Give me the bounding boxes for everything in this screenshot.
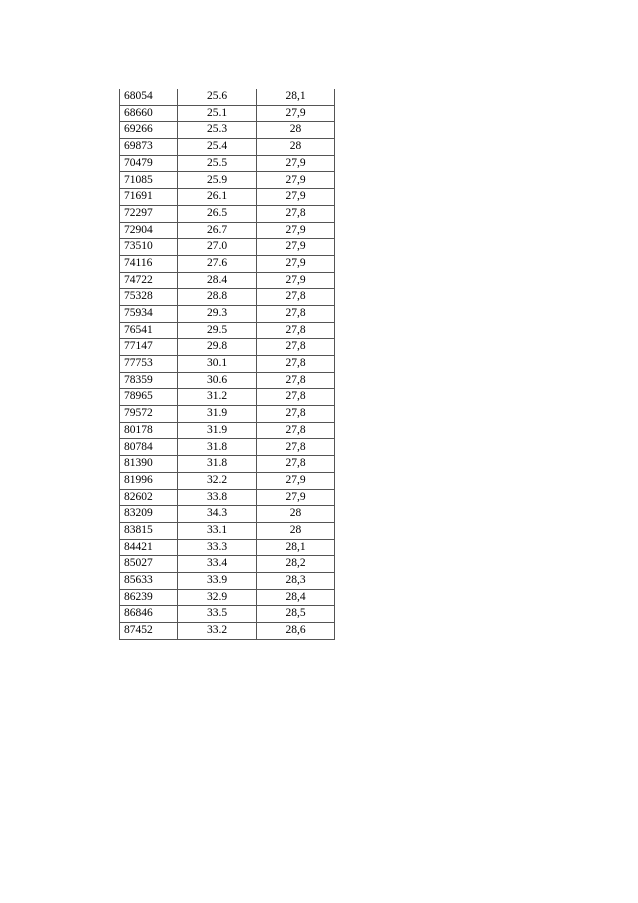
cell-value-a: 29.5 [178, 322, 257, 339]
cell-id: 77753 [120, 356, 178, 373]
cell-value-b: 27,8 [257, 305, 335, 322]
cell-value-a: 31.8 [178, 439, 257, 456]
cell-value-a: 31.9 [178, 406, 257, 423]
cell-value-b: 27,9 [257, 472, 335, 489]
cell-value-a: 25.3 [178, 122, 257, 139]
table-row [120, 289, 335, 306]
table-row [120, 556, 335, 573]
table-row [120, 439, 335, 456]
cell-value-b: 27,8 [257, 356, 335, 373]
cell-id: 69266 [120, 122, 178, 139]
cell-value-b: 28,1 [257, 539, 335, 556]
table-row [120, 255, 335, 272]
cell-value-b: 28,3 [257, 572, 335, 589]
table-row [120, 339, 335, 356]
cell-value-a: 33.3 [178, 539, 257, 556]
cell-value-a: 32.9 [178, 589, 257, 606]
cell-value-b: 27,8 [257, 422, 335, 439]
cell-value-a: 33.2 [178, 623, 257, 640]
cell-value-a: 31.2 [178, 389, 257, 406]
cell-value-a: 33.1 [178, 522, 257, 539]
cell-id: 71085 [120, 172, 178, 189]
table-row [120, 105, 335, 122]
cell-value-b: 27,8 [257, 339, 335, 356]
table-row [120, 139, 335, 156]
cell-id: 75328 [120, 289, 178, 306]
cell-value-b: 27,8 [257, 322, 335, 339]
table-row [120, 356, 335, 373]
table-row [120, 372, 335, 389]
table-row [120, 272, 335, 289]
cell-value-a: 27.0 [178, 239, 257, 256]
cell-value-b: 27,8 [257, 456, 335, 473]
table-row [120, 589, 335, 606]
cell-value-b: 28 [257, 139, 335, 156]
cell-value-a: 26.7 [178, 222, 257, 239]
cell-value-a: 29.3 [178, 305, 257, 322]
table-row [120, 122, 335, 139]
cell-id: 86239 [120, 589, 178, 606]
cell-value-b: 28 [257, 122, 335, 139]
cell-id: 78359 [120, 372, 178, 389]
table-row [120, 189, 335, 206]
cell-value-a: 25.5 [178, 155, 257, 172]
cell-id: 79572 [120, 406, 178, 423]
cell-id: 82602 [120, 489, 178, 506]
cell-value-a: 33.5 [178, 606, 257, 623]
cell-id: 71691 [120, 189, 178, 206]
cell-id: 75934 [120, 305, 178, 322]
cell-id: 76541 [120, 322, 178, 339]
table-row [120, 522, 335, 539]
data-table [119, 89, 335, 640]
cell-value-a: 25.6 [178, 89, 257, 105]
cell-id: 74722 [120, 272, 178, 289]
table-row [120, 389, 335, 406]
cell-value-a: 30.6 [178, 372, 257, 389]
cell-value-a: 33.4 [178, 556, 257, 573]
cell-value-a: 26.5 [178, 205, 257, 222]
cell-id: 70479 [120, 155, 178, 172]
cell-id: 68660 [120, 105, 178, 122]
cell-value-a: 33.8 [178, 489, 257, 506]
table-row [120, 539, 335, 556]
cell-id: 77147 [120, 339, 178, 356]
cell-id: 83815 [120, 522, 178, 539]
cell-value-a: 28.4 [178, 272, 257, 289]
cell-id: 85027 [120, 556, 178, 573]
cell-value-b: 27,9 [257, 189, 335, 206]
cell-value-b: 28,4 [257, 589, 335, 606]
cell-id: 72297 [120, 205, 178, 222]
cell-value-a: 32.2 [178, 472, 257, 489]
cell-value-a: 26.1 [178, 189, 257, 206]
cell-value-b: 28,6 [257, 623, 335, 640]
cell-value-b: 27,9 [257, 255, 335, 272]
cell-value-b: 27,8 [257, 205, 335, 222]
table-row [120, 305, 335, 322]
table-body [120, 89, 335, 639]
table-row [120, 172, 335, 189]
cell-id: 81390 [120, 456, 178, 473]
cell-value-b: 27,8 [257, 372, 335, 389]
cell-id: 74116 [120, 255, 178, 272]
cell-id: 86846 [120, 606, 178, 623]
cell-id: 78965 [120, 389, 178, 406]
table-row [120, 456, 335, 473]
cell-value-a: 31.8 [178, 456, 257, 473]
cell-value-b: 28 [257, 522, 335, 539]
cell-id: 87452 [120, 623, 178, 640]
cell-value-b: 27,8 [257, 289, 335, 306]
table-row [120, 422, 335, 439]
cell-id: 68054 [120, 89, 178, 105]
cell-value-b: 27,9 [257, 239, 335, 256]
cell-value-b: 27,9 [257, 172, 335, 189]
cell-value-b: 27,8 [257, 406, 335, 423]
cell-id: 81996 [120, 472, 178, 489]
cell-id: 84421 [120, 539, 178, 556]
cell-value-b: 28,2 [257, 556, 335, 573]
cell-value-b: 27,9 [257, 155, 335, 172]
cell-value-b: 27,9 [257, 105, 335, 122]
cell-id: 80178 [120, 422, 178, 439]
cell-value-a: 33.9 [178, 572, 257, 589]
cell-value-a: 28.8 [178, 289, 257, 306]
table-row [120, 506, 335, 523]
table-row [120, 572, 335, 589]
table-row [120, 322, 335, 339]
table-row [120, 406, 335, 423]
cell-value-b: 28 [257, 506, 335, 523]
cell-id: 73510 [120, 239, 178, 256]
cell-value-a: 27.6 [178, 255, 257, 272]
table-row [120, 489, 335, 506]
cell-value-b: 27,9 [257, 489, 335, 506]
cell-value-b: 28,5 [257, 606, 335, 623]
cell-value-a: 25.1 [178, 105, 257, 122]
cell-value-b: 28,1 [257, 89, 335, 105]
cell-value-b: 27,8 [257, 439, 335, 456]
cell-id: 72904 [120, 222, 178, 239]
cell-value-a: 25.9 [178, 172, 257, 189]
table-row [120, 606, 335, 623]
cell-value-b: 27,8 [257, 389, 335, 406]
table-row [120, 472, 335, 489]
cell-value-b: 27,9 [257, 222, 335, 239]
cell-id: 85633 [120, 572, 178, 589]
table-row [120, 222, 335, 239]
table-row [120, 155, 335, 172]
cell-id: 80784 [120, 439, 178, 456]
cell-value-a: 31.9 [178, 422, 257, 439]
table-row [120, 205, 335, 222]
table-row [120, 623, 335, 640]
cell-value-b: 27,9 [257, 272, 335, 289]
table-row [120, 239, 335, 256]
cell-value-a: 34.3 [178, 506, 257, 523]
table-row [120, 89, 335, 105]
cell-value-a: 25.4 [178, 139, 257, 156]
cell-id: 83209 [120, 506, 178, 523]
cell-value-a: 30.1 [178, 356, 257, 373]
cell-id: 69873 [120, 139, 178, 156]
cell-value-a: 29.8 [178, 339, 257, 356]
